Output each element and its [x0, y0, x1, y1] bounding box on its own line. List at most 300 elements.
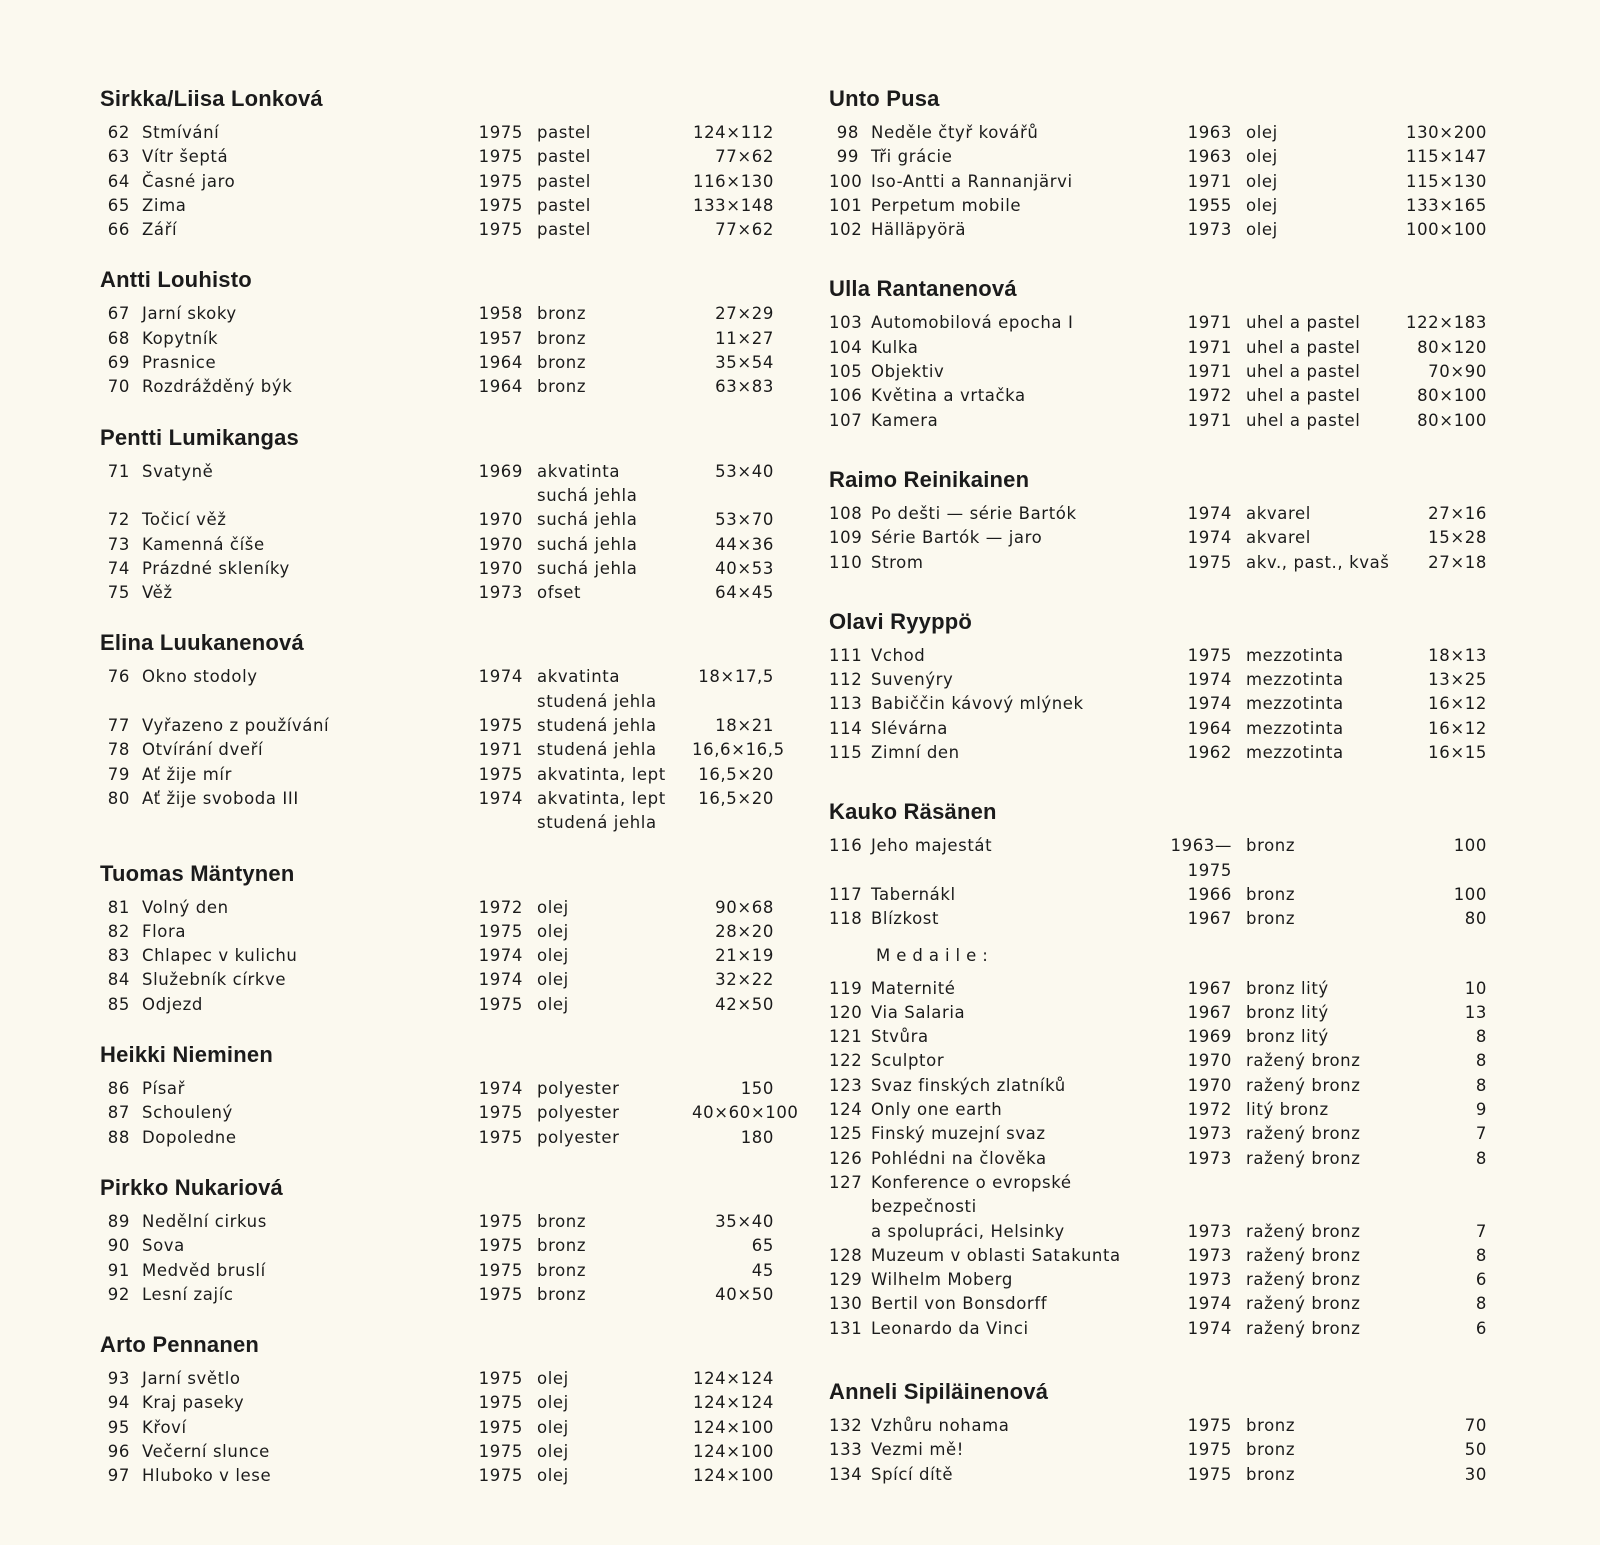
entry-title: Okno stodoly: [142, 667, 258, 687]
entry-size: 50: [1464, 1440, 1487, 1460]
entry-number: 116: [829, 836, 863, 856]
artist-section: [100, 1174, 774, 1307]
entry-number: 84: [107, 970, 130, 990]
entry-number: 64: [107, 171, 130, 191]
entry-medium: bronz: [537, 304, 587, 324]
entry-title: Maternité: [871, 978, 956, 998]
entry-medium: olej: [1246, 147, 1278, 167]
entry-medium: pastel: [537, 220, 591, 240]
entry-title: Časné jaro: [142, 171, 236, 191]
entry-title: Kopytník: [142, 328, 219, 348]
catalogue-entry: [829, 526, 1494, 550]
entry-number: 124: [829, 1100, 863, 1120]
entry-number: 113: [829, 694, 863, 714]
entry-title: Otvírání dveří: [142, 740, 264, 760]
entry-year: 1975: [478, 994, 523, 1014]
entry-year: 1974: [1187, 694, 1232, 714]
entry-title: Jarní světlo: [142, 1369, 241, 1389]
entry-number: 69: [107, 353, 130, 373]
entry-year: 1975: [478, 1284, 523, 1304]
artist-section: [100, 1332, 774, 1488]
entry-size: 53×70: [715, 510, 774, 530]
entry-medium: ražený bronz: [1246, 1051, 1361, 1071]
entry-medium: akvarel: [1246, 528, 1311, 548]
entry-medium: litý bronz: [1246, 1100, 1329, 1120]
entry-medium: akv., past., kvaš: [1246, 552, 1390, 572]
entry-year: 1975: [478, 1466, 523, 1486]
right-column: [829, 86, 1494, 1521]
entry-number: 129: [829, 1270, 863, 1290]
entry-title: Jeho majestát: [871, 836, 993, 856]
entry-medium: akvatinta, lept: [537, 764, 666, 784]
catalogue-entry: [100, 968, 774, 992]
entry-number: 96: [107, 1441, 130, 1461]
entry-number: 74: [107, 558, 130, 578]
entry-medium: suchá jehla: [537, 510, 638, 530]
catalogue-entry: [100, 557, 774, 581]
catalogue-entry: [829, 644, 1494, 668]
entry-medium: bronz: [537, 1211, 587, 1231]
entry-size: 16,5×20: [698, 764, 774, 784]
entry-number: 87: [107, 1103, 130, 1123]
entry-medium: akvatinta suchá jehla: [537, 461, 638, 505]
entry-year: 1969: [478, 461, 523, 481]
entry-size: 8: [1475, 1027, 1487, 1047]
entry-number: 112: [829, 670, 863, 690]
entry-number: 123: [829, 1075, 863, 1095]
entry-medium: bronz litý: [1246, 1027, 1329, 1047]
catalogue-entry: [829, 502, 1494, 526]
entry-number: 119: [829, 978, 863, 998]
entry-size: 35×40: [715, 1211, 774, 1231]
entry-title: Blízkost: [871, 909, 940, 929]
entry-medium: olej: [1246, 220, 1278, 240]
entry-title: Po dešti — série Bartók: [871, 503, 1077, 523]
entry-year: 1955: [1187, 195, 1232, 215]
entry-medium: bronz litý: [1246, 978, 1329, 998]
entry-year: 1964: [1187, 718, 1232, 738]
catalogue-entry: [829, 668, 1494, 692]
entry-title: Hluboko v lese: [142, 1466, 272, 1486]
entry-year: 1974: [478, 667, 523, 687]
entry-number: 110: [829, 552, 863, 572]
entry-title: Křoví: [142, 1417, 187, 1437]
entry-size: 80×100: [1417, 410, 1487, 430]
entry-medium: ražený bronz: [1246, 1124, 1361, 1144]
catalogue-entry: [829, 1025, 1494, 1049]
catalogue-entry: [100, 1259, 774, 1283]
entry-year: 1974: [478, 788, 523, 808]
entry-size: 77×62: [715, 147, 774, 167]
entry-title: Sova: [142, 1236, 185, 1256]
catalogue-entry: [100, 1416, 774, 1440]
catalogue-entry: [100, 351, 774, 375]
entry-size: 27×18: [1428, 552, 1487, 572]
entry-title: Ať žije svoboda III: [142, 788, 299, 808]
entry-title: Vzhůru nohama: [871, 1415, 1010, 1435]
entry-size: 70×90: [1428, 362, 1487, 382]
entry-year: 1975: [1187, 1415, 1232, 1435]
catalogue-entry: [100, 1126, 774, 1150]
entry-medium: studená jehla: [537, 716, 657, 736]
entry-title: Iso-Antti a Rannanjärvi: [871, 171, 1073, 191]
entry-number: 67: [107, 304, 130, 324]
catalogue-entry: [100, 738, 785, 762]
entry-medium: mezzotinta: [1246, 743, 1344, 763]
entry-number: 102: [829, 220, 863, 240]
artist-name: Antti Louhisto: [100, 267, 252, 293]
entry-year: 1964: [478, 377, 523, 397]
catalogue-entry: [100, 665, 774, 714]
entry-size: 80×120: [1417, 337, 1487, 357]
entry-number: 131: [829, 1318, 863, 1338]
entry-size: 28×20: [715, 921, 774, 941]
entry-title: Stvůra: [871, 1027, 929, 1047]
entry-title: Tři grácie: [871, 147, 953, 167]
entry-size: 100: [1453, 836, 1487, 856]
entry-size: 115×130: [1405, 171, 1487, 191]
entry-number: 89: [107, 1211, 130, 1231]
artist-name: Sirkka/Liisa Lonková: [100, 86, 323, 111]
entry-number: 134: [829, 1464, 863, 1484]
entry-number: 98: [836, 123, 859, 142]
entry-title: Večerní slunce: [142, 1441, 270, 1461]
entry-year: 1975: [478, 1417, 523, 1437]
entry-medium: bronz: [537, 1236, 587, 1256]
entry-title: Zima: [142, 195, 187, 215]
entry-year: 1973: [478, 583, 523, 603]
entry-number: 82: [107, 921, 130, 941]
entry-size: 45: [751, 1260, 774, 1280]
entry-medium: pastel: [537, 195, 591, 215]
entry-number: 100: [829, 171, 863, 191]
entry-year: 1973: [1187, 220, 1232, 240]
catalogue-entry: [829, 834, 1494, 883]
entry-year: 1963: [1187, 147, 1232, 167]
entry-number: 85: [107, 994, 130, 1014]
entry-title: Slévárna: [871, 718, 948, 738]
catalogue-entry: [100, 1440, 774, 1464]
entry-medium: olej: [537, 921, 569, 941]
artist-name: Pentti Lumikangas: [100, 424, 299, 450]
catalogue-entry: [100, 327, 774, 351]
entry-year: 1971: [1187, 410, 1232, 430]
catalogue-entry: [829, 1463, 1494, 1487]
entry-medium: ražený bronz: [1246, 1075, 1361, 1095]
entry-number: 108: [829, 503, 863, 523]
entry-size: 133×165: [1405, 195, 1487, 215]
entry-size: 44×36: [715, 534, 774, 554]
entry-medium: olej: [1246, 123, 1278, 142]
entry-medium: bronz: [537, 353, 587, 373]
catalogue-entry: [100, 1367, 774, 1391]
entry-year: 1964: [478, 353, 523, 373]
entry-number: 122: [829, 1051, 863, 1071]
artist-section: [100, 424, 774, 606]
catalogue-entry: [100, 508, 774, 532]
entry-medium: pastel: [537, 147, 591, 167]
entry-medium: ražený bronz: [1246, 1294, 1361, 1314]
catalogue-entry: [100, 375, 774, 399]
entry-year: 1971: [1187, 171, 1232, 191]
entry-size: 100: [1453, 884, 1487, 904]
entry-year: 1975: [478, 921, 523, 941]
catalogue-entry: [829, 883, 1494, 907]
entry-medium: olej: [537, 994, 569, 1014]
entry-size: 13×25: [1428, 670, 1487, 690]
entry-size: 77×62: [715, 220, 774, 240]
entry-medium: ražený bronz: [1246, 1245, 1361, 1265]
entry-title: Svatyně: [142, 461, 214, 481]
entry-size: 124×124: [692, 1369, 774, 1389]
entry-title: Only one earth: [871, 1100, 1003, 1120]
entry-year: 1975: [1187, 645, 1232, 665]
catalogue-entry: [829, 1074, 1494, 1098]
entry-year: 1975: [478, 220, 523, 240]
entry-number: 76: [107, 667, 130, 687]
entry-size: 16×12: [1428, 718, 1487, 738]
entry-size: 15×28: [1428, 528, 1487, 548]
entry-number: 132: [829, 1415, 863, 1435]
entry-title: Suvenýry: [871, 670, 954, 690]
entry-year: 1975: [478, 147, 523, 167]
entry-title: Stmívání: [142, 123, 220, 142]
entry-medium: mezzotinta: [1246, 694, 1344, 714]
entry-size: 40×60×100: [692, 1103, 799, 1123]
entry-title: Automobilová epocha I: [871, 313, 1074, 333]
entry-title: Volný den: [142, 897, 229, 917]
entry-number: 101: [829, 195, 863, 215]
entry-number: 126: [829, 1148, 863, 1168]
entry-number: 121: [829, 1027, 863, 1047]
entry-medium: ražený bronz: [1246, 1221, 1361, 1241]
entry-medium: suchá jehla: [537, 534, 638, 554]
entry-title: Wilhelm Moberg: [871, 1270, 1013, 1290]
entry-title: Rozdrážděný býk: [142, 377, 293, 397]
entry-title: Chlapec v kulichu: [142, 946, 298, 966]
entry-size: 42×50: [715, 994, 774, 1014]
catalogue-entry: [829, 1122, 1494, 1146]
entry-year: 1975: [478, 171, 523, 191]
entry-size: 16,5×20: [698, 788, 774, 808]
entry-year: 1975: [1187, 552, 1232, 572]
entry-size: 130×200: [1405, 123, 1487, 142]
entry-medium: polyester: [537, 1127, 620, 1147]
entry-number: 107: [829, 410, 863, 430]
artist-section: [829, 86, 1494, 242]
entry-title: Vítr šeptá: [142, 147, 229, 167]
entry-year: 1972: [1187, 1100, 1232, 1120]
entry-title: Zimní den: [871, 743, 960, 763]
entry-year: 1966: [1187, 884, 1232, 904]
entry-title: Prázdné skleníky: [142, 558, 290, 578]
artist-name: Heikki Nieminen: [100, 1042, 273, 1068]
entry-size: 7: [1475, 1221, 1487, 1241]
entry-medium: ofset: [537, 583, 582, 603]
entry-size: 9: [1475, 1100, 1487, 1120]
catalogue-entry: [829, 360, 1494, 384]
catalogue-entry: [829, 170, 1494, 194]
entry-number: 127: [829, 1172, 863, 1192]
entry-size: 11×27: [715, 328, 774, 348]
catalogue-entry: [829, 336, 1494, 360]
artist-section: [829, 467, 1494, 575]
entry-year: 1967: [1187, 909, 1232, 929]
entry-medium: bronz: [537, 1284, 587, 1304]
catalogue-entry: [829, 717, 1494, 741]
catalogue-entry: [829, 1098, 1494, 1122]
entry-size: 80×100: [1417, 386, 1487, 406]
catalogue-entry: [100, 218, 774, 242]
entry-year: 1963—1975: [1170, 836, 1232, 880]
catalogue-entry: [829, 121, 1494, 145]
catalogue-entry: [100, 944, 774, 968]
entry-size: 8: [1475, 1075, 1487, 1095]
entry-size: 64×45: [715, 583, 774, 603]
entry-medium: akvarel: [1246, 503, 1311, 523]
entry-title: Točicí věž: [142, 510, 227, 530]
entry-year: 1963: [1187, 123, 1232, 142]
catalogue-entry: [100, 145, 774, 169]
catalogue-entry: [829, 384, 1494, 408]
catalogue-entry: [100, 302, 774, 326]
catalogue-entry: [100, 1234, 774, 1258]
entry-medium: bronz: [1246, 836, 1296, 856]
entry-year: 1972: [1187, 386, 1232, 406]
entry-medium: olej: [537, 1441, 569, 1461]
entry-title: Ať žije mír: [142, 764, 232, 784]
artist-section: [100, 86, 774, 242]
entry-title: Muzeum v oblasti Satakunta: [871, 1245, 1121, 1265]
artist-name: Pirkko Nukariová: [100, 1174, 283, 1200]
entry-number: 103: [829, 313, 863, 333]
entry-year: 1967: [1187, 1002, 1232, 1022]
entry-number: 81: [107, 897, 130, 917]
artist-section: [100, 1042, 799, 1150]
entry-title: Konference o evropské bezpečnosti a spolupráci, Helsinky: [871, 1172, 1072, 1241]
artist-name: Olavi Ryyppö: [829, 608, 972, 634]
entry-medium: bronz: [537, 377, 587, 397]
entry-number: 65: [107, 195, 130, 215]
entry-medium: akvatinta, lept studená jehla: [537, 788, 666, 833]
entry-title: Objektiv: [871, 362, 945, 382]
entry-number: 88: [107, 1127, 130, 1147]
entry-year: 1975: [478, 1441, 523, 1461]
catalogue-entry: [100, 714, 774, 738]
entry-year: 1973: [1187, 1221, 1232, 1241]
artist-section: [829, 799, 1494, 1341]
entry-medium: ražený bronz: [1246, 1318, 1361, 1338]
entry-medium: olej: [537, 1393, 569, 1413]
artist-name: Ulla Rantanenová: [829, 276, 1017, 302]
entry-size: 16×15: [1428, 743, 1487, 763]
entry-medium: mezzotinta: [1246, 670, 1344, 690]
entry-medium: polyester: [537, 1079, 620, 1099]
entry-size: 18×17,5: [698, 667, 774, 687]
entry-title: Spící dítě: [871, 1464, 954, 1484]
entry-year: 1973: [1187, 1270, 1232, 1290]
entry-medium: mezzotinta: [1246, 645, 1344, 665]
entry-medium: pastel: [537, 171, 591, 191]
entry-title: Bertil von Bonsdorff: [871, 1294, 1048, 1314]
entry-year: 1967: [1187, 978, 1232, 998]
entry-number: 75: [107, 583, 130, 603]
entry-title: Kamera: [871, 410, 939, 430]
catalogue-entry: [829, 977, 1494, 1001]
entry-medium: bronz litý: [1246, 1002, 1329, 1022]
entry-year: 1971: [1187, 313, 1232, 333]
entry-size: 65: [751, 1236, 774, 1256]
entry-size: 70: [1464, 1415, 1487, 1435]
entry-title: Perpetum mobile: [871, 195, 1022, 215]
catalogue-entry: [829, 551, 1494, 575]
entry-number: 95: [107, 1417, 130, 1437]
entry-year: 1970: [478, 558, 523, 578]
entry-number: 83: [107, 946, 130, 966]
entry-size: 122×183: [1405, 313, 1487, 333]
entry-year: 1974: [1187, 1318, 1232, 1338]
entry-number: 128: [829, 1245, 863, 1265]
entry-title: Prasnice: [142, 353, 217, 373]
entry-size: 27×16: [1428, 503, 1487, 523]
entry-year: 1973: [1187, 1148, 1232, 1168]
entry-number: 68: [107, 328, 130, 348]
entry-number: 99: [836, 147, 859, 167]
entry-medium: bronz: [1246, 909, 1296, 929]
entry-size: 30: [1464, 1464, 1487, 1484]
artist-name: Tuomas Mäntynen: [100, 860, 295, 886]
entry-title: Via Salaria: [871, 1002, 966, 1022]
entry-title: Flora: [142, 921, 187, 941]
entry-number: 72: [107, 510, 130, 530]
entry-medium: mezzotinta: [1246, 718, 1344, 738]
catalogue-entry: [100, 1101, 799, 1125]
entry-number: 90: [107, 1236, 130, 1256]
entry-medium: olej: [537, 946, 569, 966]
entry-medium: olej: [537, 1417, 569, 1437]
entry-size: 40×53: [715, 558, 774, 578]
catalogue-entry: [100, 896, 774, 920]
catalogue-entry: [100, 920, 774, 944]
entry-size: 7: [1475, 1124, 1487, 1144]
artist-name: Arto Pennanen: [100, 1332, 260, 1358]
entry-number: 120: [829, 1002, 863, 1022]
entry-year: 1974: [1187, 503, 1232, 523]
catalogue-entry: [829, 409, 1494, 433]
entry-number: 92: [107, 1284, 130, 1304]
entry-size: 124×100: [692, 1441, 774, 1461]
entry-size: 10: [1464, 978, 1487, 998]
entry-medium: akvatinta studená jehla: [537, 667, 657, 711]
entry-year: 1974: [478, 1079, 523, 1099]
entry-medium: ražený bronz: [1246, 1148, 1361, 1168]
artist-name: Anneli Sipiläinenová: [829, 1378, 1049, 1404]
catalogue-entry: [100, 194, 774, 218]
entry-medium: uhel a pastel: [1246, 410, 1361, 430]
entry-size: 90×68: [715, 897, 774, 917]
artist-section: [829, 1379, 1494, 1487]
entry-title: Hälläpyörä: [871, 220, 967, 240]
entry-number: 71: [107, 461, 130, 481]
catalogue-entry: [829, 1049, 1494, 1073]
entry-title: Květina a vrtačka: [871, 386, 1026, 406]
entry-number: 63: [107, 147, 130, 167]
entry-number: 70: [107, 377, 130, 397]
entry-number: 114: [829, 718, 863, 738]
catalogue-entry: [829, 1268, 1494, 1292]
entry-size: 124×100: [692, 1466, 774, 1486]
entry-number: 109: [829, 528, 863, 548]
